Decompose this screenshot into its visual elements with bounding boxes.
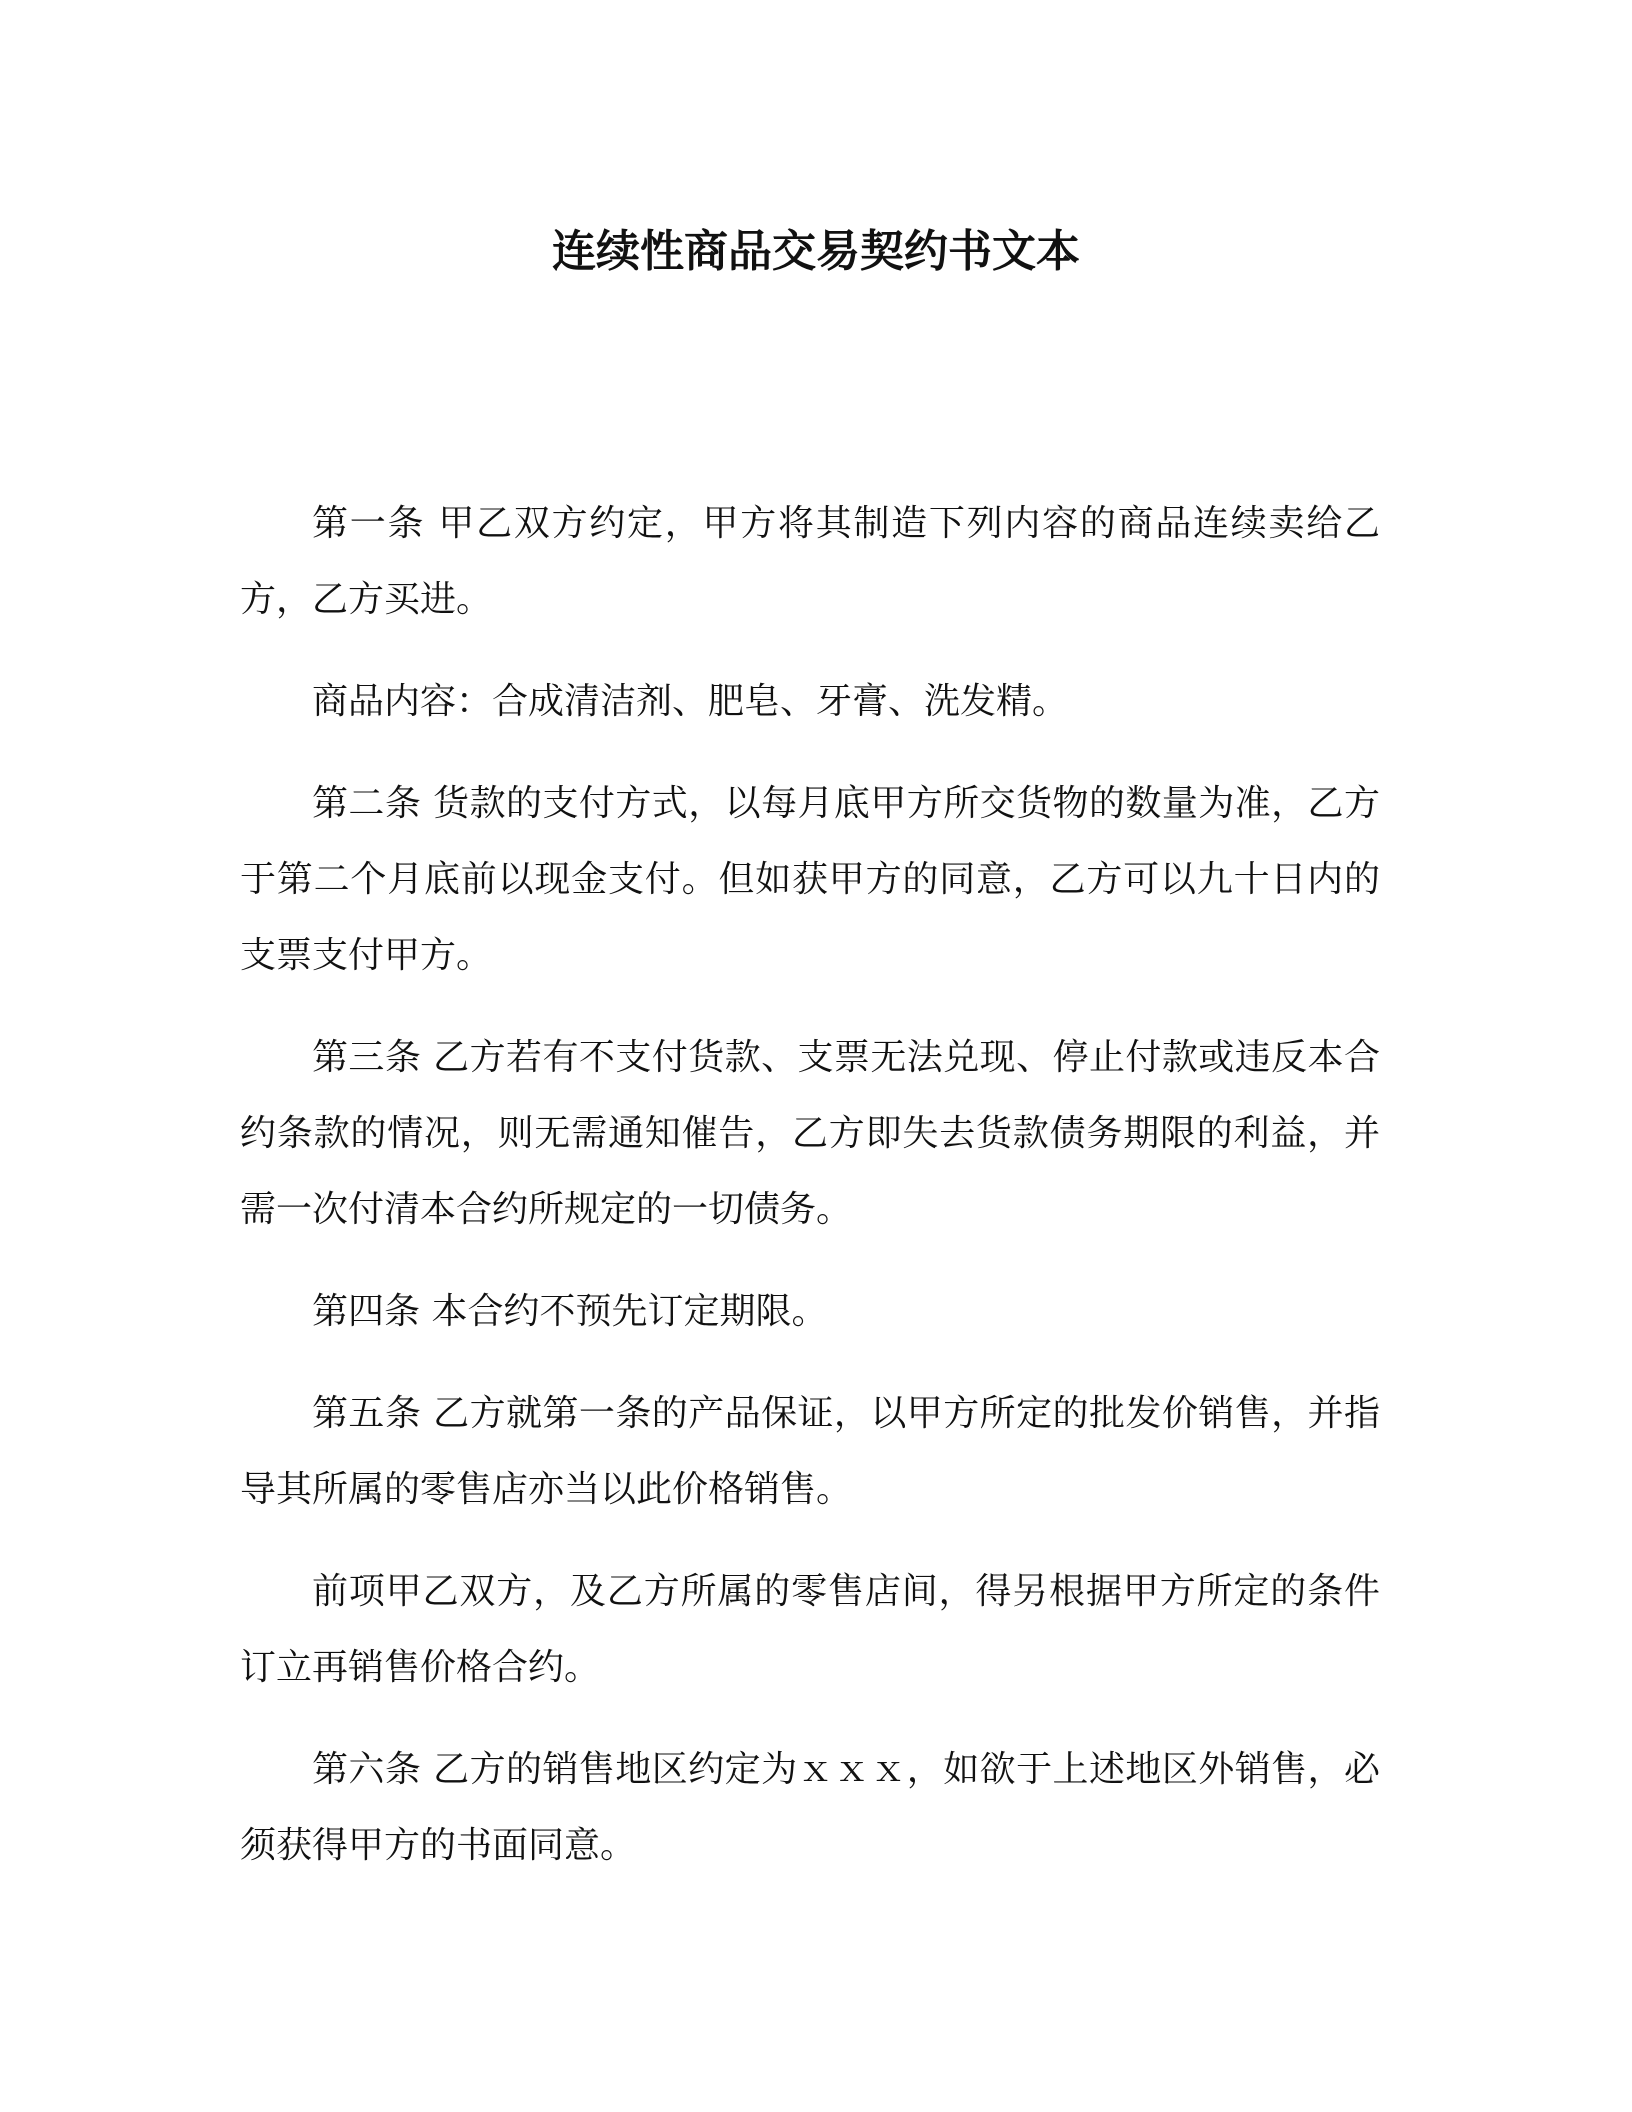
article-1-paragraph: 第一条 甲乙双方约定，甲方将其制造下列内容的商品连续卖给乙方，乙方买进。 bbox=[240, 503, 1380, 620]
product-content-paragraph: 商品内容：合成清洁剂、肥皂、牙膏、洗发精。 bbox=[312, 681, 1069, 722]
article-3-paragraph: 第三条 乙方若有不支付货款、支票无法兑现、停止付款或违反本合约条款的情况，则无需通知催告，乙方即失去货款债务期限的利益，并需一次付清本合约所规定的一切债务。 bbox=[240, 1037, 1380, 1230]
article-4-paragraph: 第四条 本合约不预先订定期限。 bbox=[312, 1291, 828, 1332]
article-6-paragraph: 第六条 乙方的销售地区约定为ｘｘｘ，如欲于上述地区外销售，必须获得甲方的书面同意。 bbox=[240, 1749, 1380, 1866]
document-body bbox=[240, 486, 1380, 1910]
article-5-supplement-paragraph: 前项甲乙双方，及乙方所属的零售店间，得另根据甲方所定的条件订立再销售价格合约。 bbox=[240, 1571, 1380, 1688]
article-5-paragraph: 第五条 乙方就第一条的产品保证，以甲方所定的批发价销售，并指导其所属的零售店亦当以此价格销售。 bbox=[240, 1393, 1380, 1510]
article-2-paragraph: 第二条 货款的支付方式，以每月底甲方所交货物的数量为准，乙方于第二个月底前以现金支付。但如获甲方的同意，乙方可以九十日内的支票支付甲方。 bbox=[240, 783, 1380, 976]
document-title: 连续性商品交易契约书文本 bbox=[552, 226, 1080, 277]
